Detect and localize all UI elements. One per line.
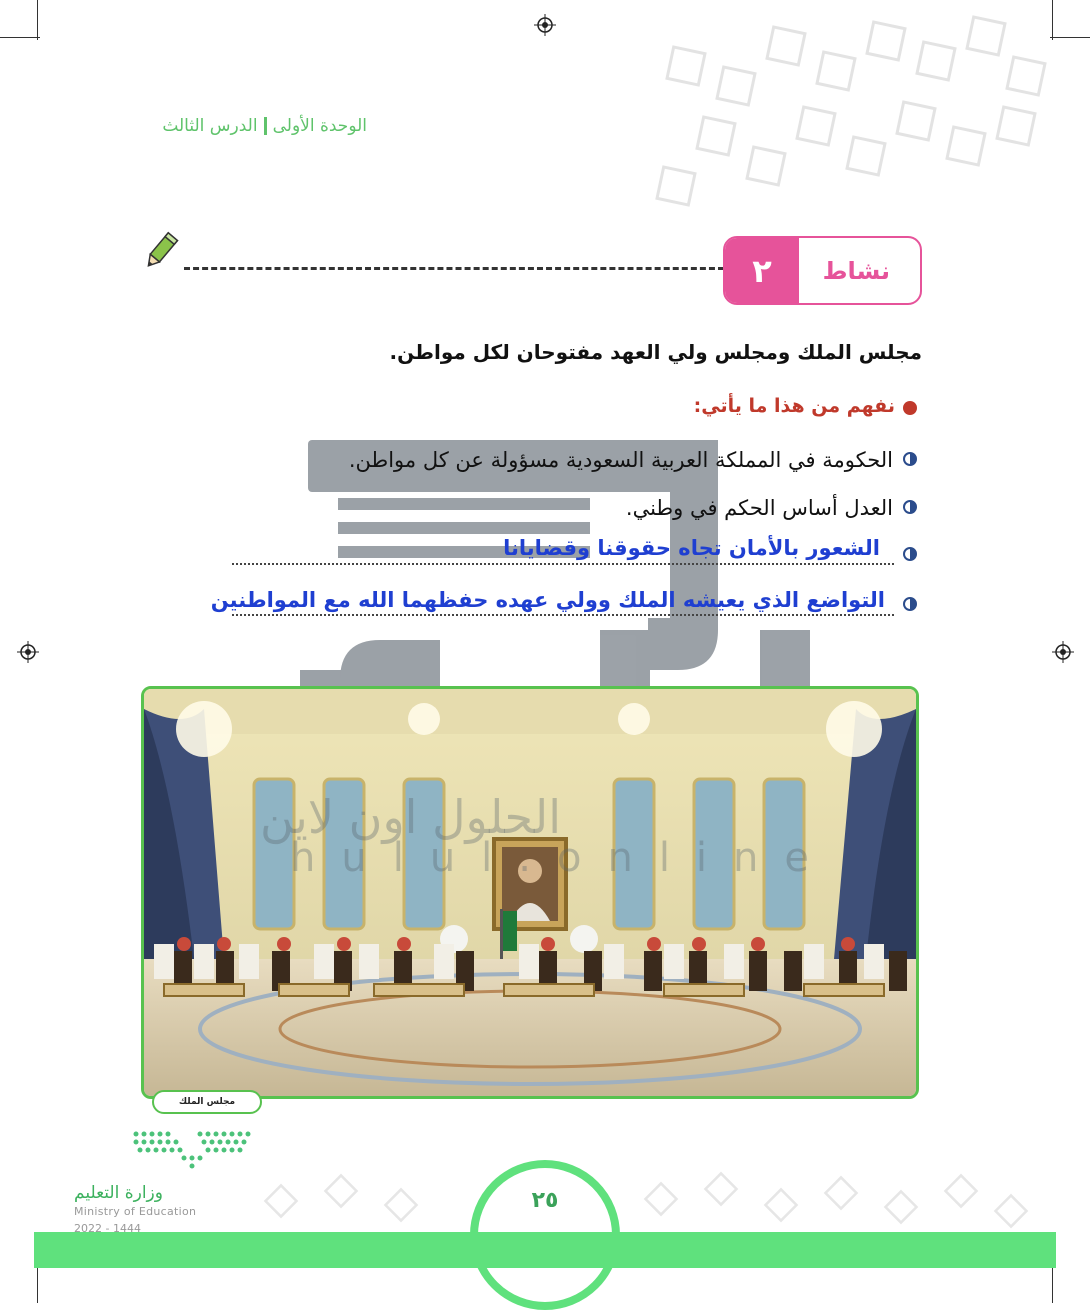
answer-text[interactable]: الشعور بالأمان تجاه حقوقنا وقضايانا (503, 536, 880, 560)
answer-dotted-line (232, 614, 894, 616)
decorative-pattern (640, 10, 1060, 220)
header-separator (264, 117, 267, 135)
lesson-title: الدرس الثالث (162, 116, 258, 136)
page-number: ٢٥ (531, 1188, 559, 1213)
photo-caption (152, 1090, 262, 1114)
registration-mark-icon (1052, 641, 1074, 663)
crop-mark (37, 1265, 38, 1303)
understand-heading: نفهم من هذا ما يأتي: (693, 395, 895, 417)
royal-majlis-photo (141, 686, 919, 1099)
half-circle-bullet-icon (903, 452, 917, 466)
registration-mark-icon (534, 14, 556, 36)
registration-mark-icon (17, 641, 39, 663)
photo-caption-text: مجلس الملك (178, 1097, 236, 1107)
crop-mark (37, 0, 38, 40)
ministry-logo-icon (130, 1128, 254, 1172)
footer-pattern (250, 1160, 1040, 1230)
activity-badge (723, 236, 922, 305)
red-bullet-icon (903, 401, 917, 415)
dashed-divider (184, 267, 724, 270)
ministry-year: 2022 - 1444 (74, 1222, 141, 1235)
footer-band (34, 1232, 1056, 1268)
half-circle-bullet-icon (903, 597, 917, 611)
answer-dotted-line (232, 563, 894, 565)
intro-text: مجلس الملك ومجلس ولي العهد مفتوحان لكل مواطن. (389, 340, 922, 364)
ministry-english: Ministry of Education (74, 1205, 197, 1218)
point-text: العدل أساس الحكم في وطني. (625, 496, 893, 520)
activity-label: نشاط (822, 256, 890, 285)
unit-title: الوحدة الأولى (272, 116, 367, 136)
activity-number: ٢ (725, 238, 799, 303)
watermark-latin: hulul.online (290, 835, 836, 881)
unit-lesson-header (162, 116, 367, 136)
crop-mark (1052, 1265, 1053, 1303)
half-circle-bullet-icon (903, 547, 917, 561)
half-circle-bullet-icon (903, 500, 917, 514)
majlis-illustration (144, 689, 916, 1096)
answer-text[interactable]: التواضع الذي يعيشه الملك وولي عهده حفظهما الله مع المواطنين (210, 588, 885, 612)
crop-mark (0, 37, 40, 38)
watermark-arabic: الحلول اون لاين (260, 790, 561, 844)
ministry-arabic: وزارة التعليم (74, 1183, 163, 1203)
pencil-icon (138, 230, 182, 274)
point-text: الحكومة في المملكة العربية السعودية مسؤولة عن كل مواطن. (348, 448, 893, 472)
